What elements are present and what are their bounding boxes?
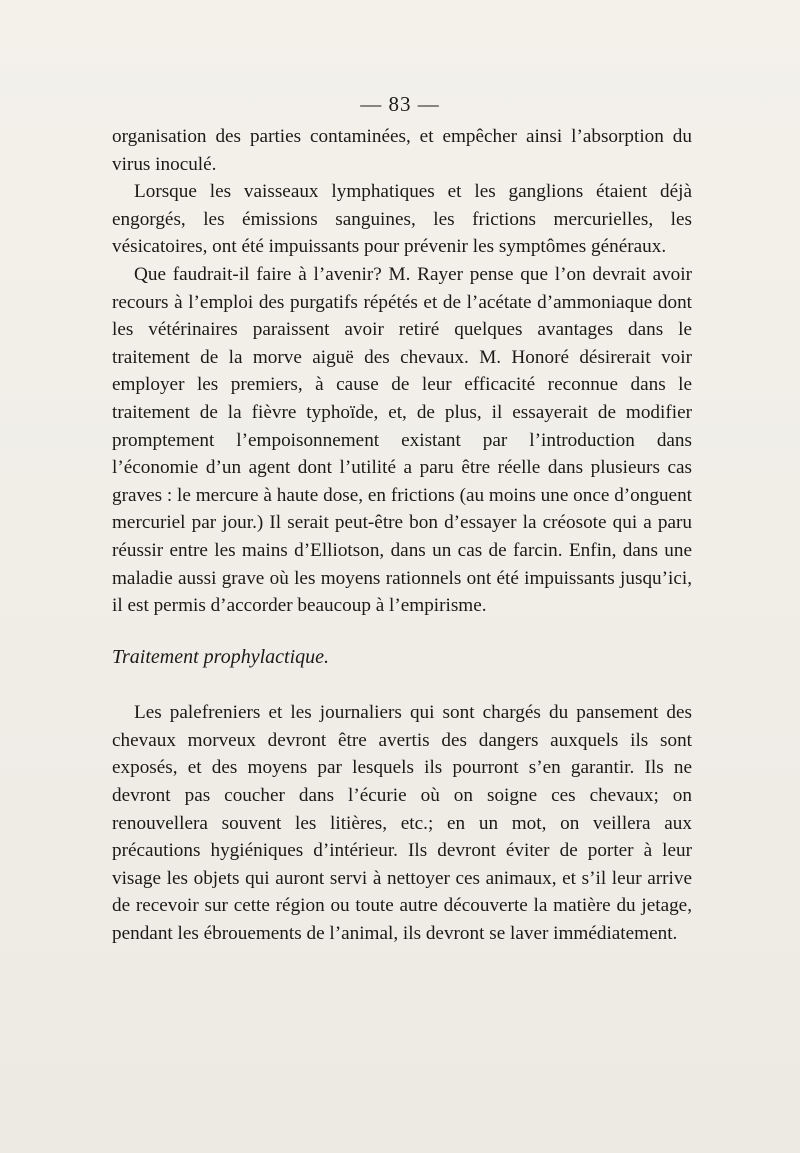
- paragraph-future-treatment: Que faudrait-il faire à l’avenir? M. Rayer pense que l’on devrait avoir recours à l’emploi des purgatifs répétés et de l’acétate d’ammoniaque dont les vétérinaires paraissent avoir retiré quelques avantages dans le traitement de la morve aiguë des chevaux. M. Honoré désirerait voir employer les premiers, à cause de leur efficacité reconnue dans le traitement de la fièvre typhoïde, et, de plus, il essayerait de modifier promptement l’empoisonnement existant par l’introduction dans l’économie d’un agent dont l’utilité a paru être réelle dans plusieurs cas graves : le mercure à haute dose, en frictions (au moins une once d’onguent mercuriel par jour.) Il serait peut-être bon d’essayer la créosote qui a paru réussir entre les mains d’Elliotson, dans un cas de farcin. Enfin, dans une maladie aussi grave où les moyens rationnels ont été impuissants jusqu’ici, il est permis d’accorder beaucoup à l’empirisme.: [112, 263, 692, 617]
- page-number: — 83 —: [360, 92, 440, 116]
- paragraph-continuation: organisation des parties contaminées, et empêcher ainsi l’absorption du virus inoculé.: [112, 126, 692, 175]
- body-text: [112, 123, 692, 948]
- section-heading: Traitement prophylactique.: [112, 645, 330, 668]
- paragraph-lymphatic: Lorsque les vaisseaux lymphatiques et les ganglions étaient déjà engorgés, les émissions sanguines, les frictions mercurielles, les vésicatoires, ont été impuissants pour prévenir les symptômes généraux.: [112, 181, 692, 258]
- paragraph-prophylaxis: Les palefreniers et les journaliers qui sont chargés du pansement des chevaux morveux devront être avertis des dangers auxquels ils sont exposés, et des moyens par lesquels ils pourront s’en garantir. Ils ne devront pas coucher dans l’écurie où on soigne ces chevaux; on renouvellera souvent les litières, etc.; en un mot, on veillera aux précautions hygiéniques d’intérieur. Ils devront éviter de porter à leur visage les objets qui auront servi à nettoyer ces animaux, et s’il leur arrive de recevoir sur cette région ou toute autre découverte la matière du jetage, pendant les ébrouements de l’animal, ils devront se laver immédiatement.: [112, 702, 692, 945]
